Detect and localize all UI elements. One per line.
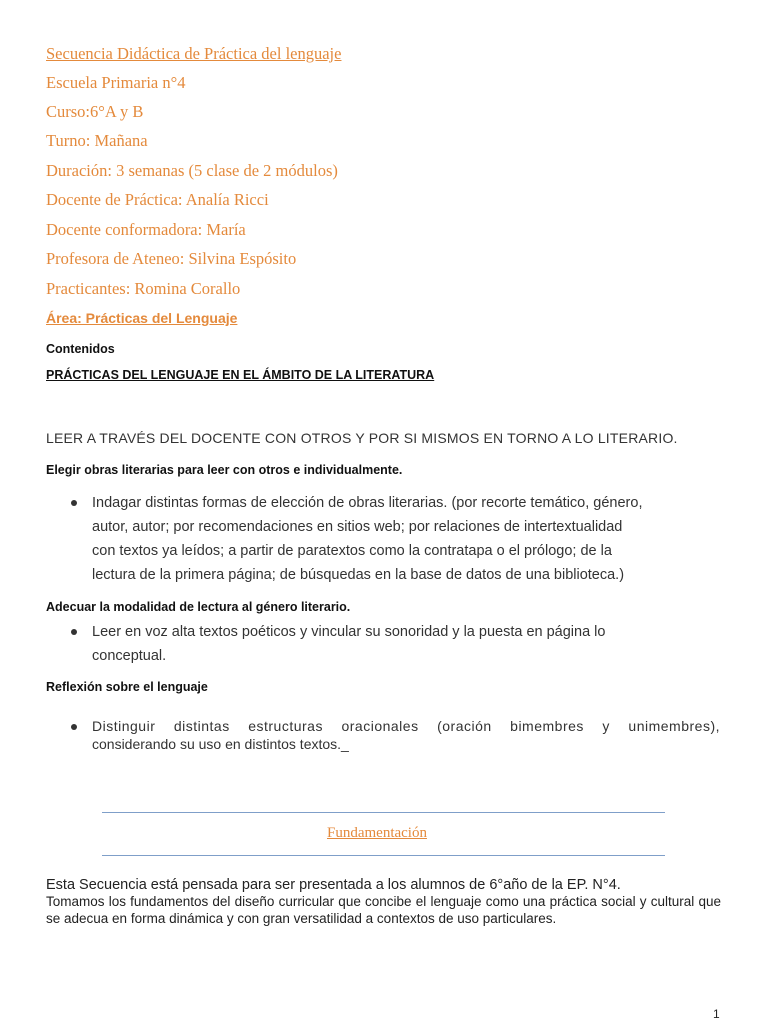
bullet-2-line: conceptual. [92, 648, 167, 664]
ateneo-professor-line: Profesora de Ateneo: Silvina Espósito [46, 249, 297, 268]
bullet-dot [71, 724, 77, 730]
bullet-1-line: Indagar distintas formas de elección de obras literarias. (por recorte temático, género, [92, 495, 643, 511]
bullet-1-line: autor, autor; por recomendaciones en sitios web; por relaciones de intertextualidad [92, 519, 623, 535]
bullet-2-text [92, 620, 732, 668]
shift-line: Turno: Mañana [46, 131, 148, 150]
bullet-dot [71, 629, 77, 635]
school-line: Escuela Primaria n°4 [46, 73, 186, 92]
bullet-dot [71, 500, 77, 506]
section-title: PRÁCTICAS DEL LENGUAJE EN EL ÁMBITO DE LA LITERATURA [46, 368, 435, 382]
adapt-heading: Adecuar la modalidad de lectura al género literario. [46, 600, 351, 614]
bottom-rule [102, 855, 665, 856]
course-line: Curso:6°A y B [46, 102, 144, 121]
reading-heading: LEER A TRAVÉS DEL DOCENTE CON OTROS Y POR SI MISMOS EN TORNO A LO LITERARIO. [46, 430, 678, 446]
bullet-1-line: lectura de la primera página; de búsquedas en la base de datos de una biblioteca.) [92, 567, 625, 583]
practice-teacher-line: Docente de Práctica: Analía Ricci [46, 190, 269, 209]
fundamentacion-line-1: Esta Secuencia está pensada para ser presentada a los alumnos de 6°año de la EP. N°4. [46, 877, 621, 893]
bullet-1-line: con textos ya leídos; a partir de paratextos como la contratapa o el prólogo; de la [92, 543, 612, 559]
duration-line: Duración: 3 semanas (5 clase de 2 módulos) [46, 161, 338, 180]
reflection-heading: Reflexión sobre el lenguaje [46, 680, 208, 694]
page-number: 1 [713, 1007, 720, 1021]
bullet-2-line: Leer en voz alta textos poéticos y vincular su sonoridad y la puesta en página lo [92, 624, 606, 640]
bullet-3-line-1: Distinguir distintas estructuras oracionales (oración bimembres y unimembres), [92, 718, 720, 734]
fundamentacion-paragraph: Tomamos los fundamentos del diseño curricular que concibe el lenguaje como una práctica social y cultural que se adecua en forma dinámica y con gran versatilidad a contextos de uso particulares. [46, 894, 721, 926]
contents-heading: Contenidos [46, 342, 115, 356]
bullet-3-line-2: considerando su uso en distintos textos._ [92, 736, 349, 752]
choose-heading: Elegir obras literarias para leer con otros e individualmente. [46, 463, 403, 477]
fundamentacion-title: Fundamentación [327, 825, 427, 841]
top-rule [102, 812, 665, 813]
co-teacher-line: Docente conformadora: María [46, 220, 246, 239]
bullet-3-text [92, 717, 720, 753]
document-title: Secuencia Didáctica de Práctica del lenguaje [46, 44, 342, 63]
area-line: Área: Prácticas del Lenguaje [46, 310, 238, 326]
bullet-1-text [92, 491, 732, 587]
practitioners-line: Practicantes: Romina Corallo [46, 279, 241, 298]
